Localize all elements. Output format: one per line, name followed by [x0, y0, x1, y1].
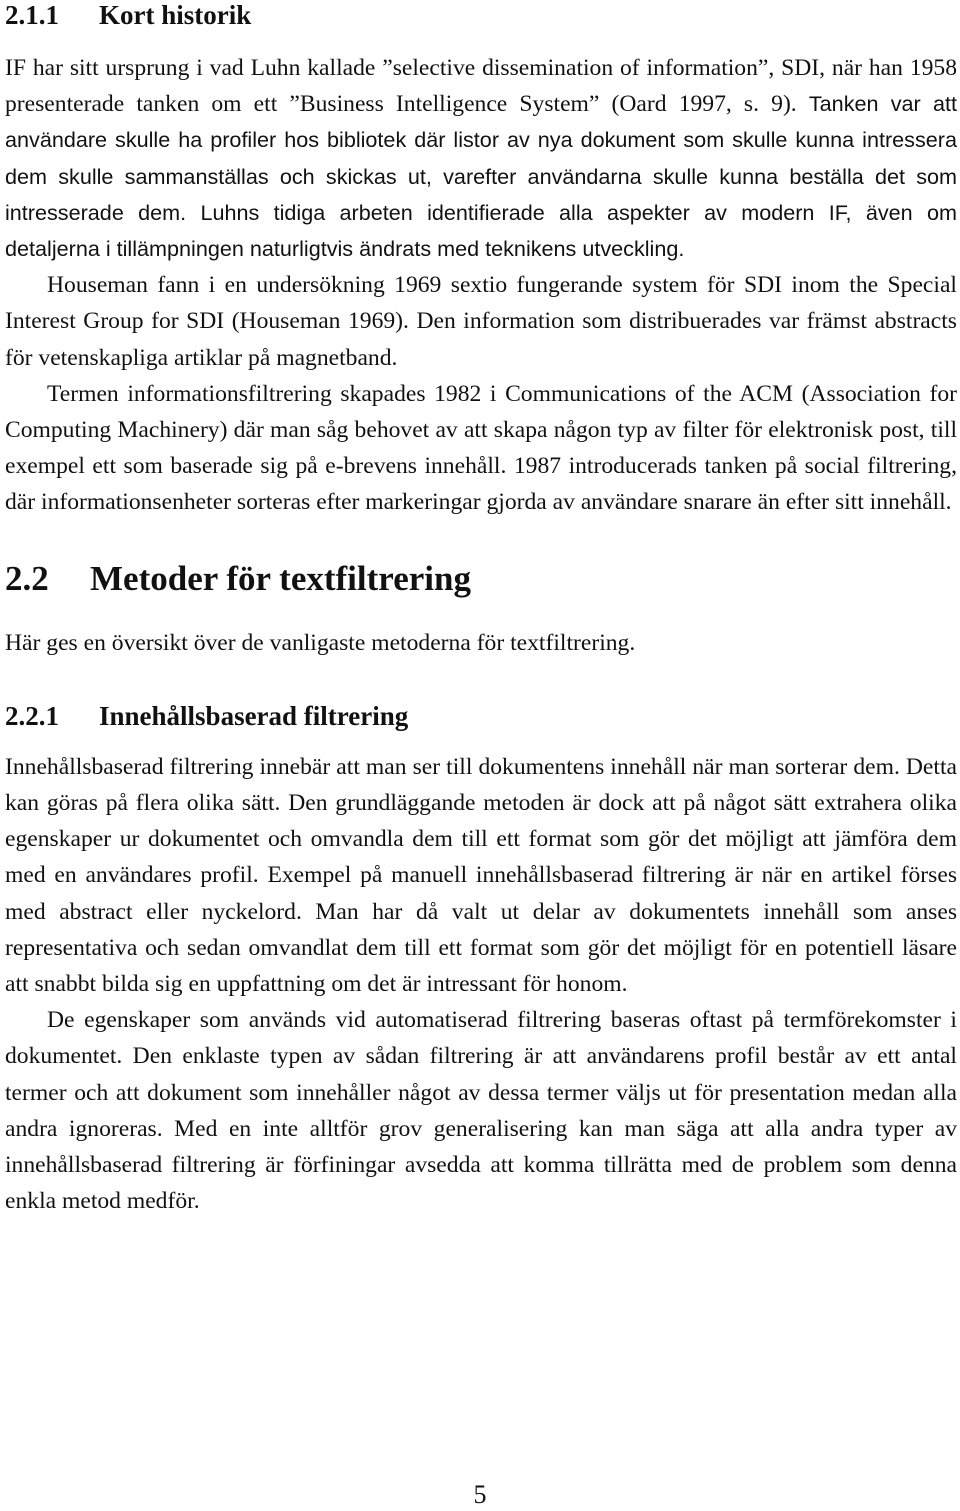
paragraph-content-based-1: Innehållsbaserad filtrering innebär att man ser till dokumentens innehåll när man sorterar dem. Detta kan göras på flera olika sätt. Den grundläggande metoden är dock att på något sätt extrahera olika egenskaper ur dokumentet och omvandla dem till ett format som gör det möjligt att jämföra dem med en användares profil. Exempel på manuell innehållsbaserad filtrering är när en artikel förses med abstract eller nyckelord. Man har då valt ut delar av dokumentets innehåll som anses representativa och sedan omvandlat dem till ett format som gör det möjligt för en potentiell läsare att snabbt bilda sig en uppfattning om det är intressant för honom. [5, 753, 957, 998]
paragraph-methods-intro: Här ges en översikt över de vanligaste metoderna för textfiltrering. [5, 629, 636, 656]
section-heading-2-2 [5, 559, 957, 599]
section-number: 2.1.1 [5, 0, 59, 30]
paragraph-text-sans: Tanken var att användare skulle ha profiler hos bibliotek där listor av nya dokument som skulle kunna intressera dem skulle sammanställas och skickas ut, varefter användarna skulle kunna beställa det som intresserade dem. Luhns tidiga arbeten identifierade alla aspekter av modern IF, även om detaljerna i tillämpningen naturligtvis ändrats med teknikens utveckling. [5, 91, 958, 262]
section-title: Innehållsbaserad filtrering [99, 700, 409, 731]
section-title: Metoder för textfiltrering [90, 558, 471, 598]
section-heading-2-2-1 [5, 701, 957, 731]
page-number: 5 [473, 1480, 487, 1509]
section-number: 2.2.1 [5, 700, 59, 731]
paragraph-history-3: Termen informationsfiltrering skapades 1982 i Communications of the ACM (Association for Computing Machinery) där man såg behovet av att skapa någon typ av filter för elektronisk post, till exempel ett som baserade sig på e-brevens innehåll. 1987 introducerads tanken på social filtrering, där informationsenheter sorteras efter markeringar gjorda av användare snarare än efter sitt innehåll. [5, 380, 957, 516]
section-heading-2-1-1 [5, 0, 957, 30]
paragraph-history-2: Houseman fann i en undersökning 1969 sextio fungerande system för SDI inom the Special Interest Group for SDI (Houseman 1969). Den information som distribuerades var främst abstracts för vetenskapliga artiklar på magnetband. [5, 272, 957, 371]
section-title: Kort historik [99, 0, 252, 30]
section-number: 2.2 [5, 558, 49, 598]
paragraph-history-1 [5, 50, 957, 267]
paragraph-text: IF har sitt ursprung i vad Luhn kallade ”selective dissemination of information”, SDI, när han 1958 presenterade tanken om ett ”Business Intelligence System” (Oard 1997, s. 9). [5, 55, 957, 118]
document-page [5, 0, 957, 1219]
paragraph-content-based-2: De egenskaper som används vid automatiserad filtrering baseras oftast på termförekomster i dokumentet. Den enklaste typen av sådan filtrering är att användarens profil består av ett antal termer och att dokument som innehåller något av dessa termer väljs ut för presentation medan alla andra ignoreras. Med en inte alltför grov generalisering kan man säga att alla andra typer av innehållsbaserad filtrering är förfiningar avsedda att komma tillrätta med de problem som denna enkla metod medför. [5, 1007, 957, 1215]
